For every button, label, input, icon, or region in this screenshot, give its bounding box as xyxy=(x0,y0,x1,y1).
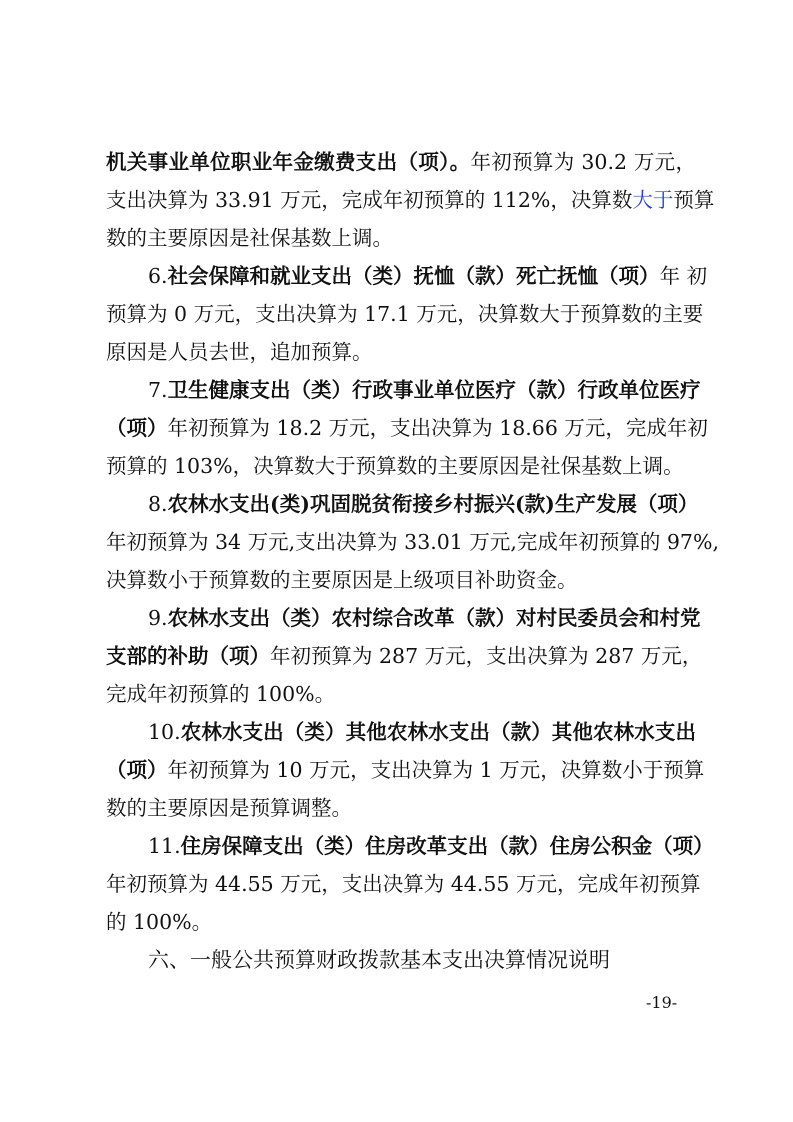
paragraph-7-line-3: 的 100%。 xyxy=(106,910,213,934)
item-title: （项） xyxy=(106,758,168,782)
item-number: 10. xyxy=(148,720,181,744)
item-text: 年初预算为 18.2 万元，支出决算为 18.66 万元，完成年初 xyxy=(167,416,708,440)
item-title: 机关事业单位职业年金缴费支出（项）。 xyxy=(106,150,471,174)
item-text: 年初预算为 287 万元，支出决算为 287 万元， xyxy=(270,644,703,668)
item-text: 支出决算为 33.91 万元，完成年初预算的 112%，决算数 xyxy=(106,188,633,212)
item-number: 7. xyxy=(148,378,168,402)
paragraph-1-line-1 xyxy=(106,144,696,180)
item-title: 农林水支出（类）其他农林水支出（款）其他农林水支出 xyxy=(180,720,696,744)
paragraph-4-line-2: 年初预算为 34 万元,支出决算为 33.01 万元,完成年初预算的 97%, xyxy=(106,530,719,554)
paragraph-6-line-2 xyxy=(106,752,705,788)
paragraph-2-line-3: 原因是人员去世，追加预算。 xyxy=(106,340,373,364)
paragraph-3-line-1 xyxy=(148,372,701,408)
item-number: 9. xyxy=(148,606,168,630)
paragraph-2-line-1 xyxy=(148,258,708,294)
highlighted-text: 大于 xyxy=(632,188,674,212)
paragraph-1-line-3: 数的主要原因是社保基数上调。 xyxy=(106,226,393,250)
item-title: 农林水支出（类）农村综合改革（款）对村民委员会和村党 xyxy=(167,606,701,630)
item-text: 预算 xyxy=(673,188,715,212)
item-title: 支部的补助（项） xyxy=(106,644,270,668)
item-text: 年初预算为 10 万元，支出决算为 1 万元，决算数小于预算 xyxy=(167,758,705,782)
item-number: 8. xyxy=(148,492,168,516)
paragraph-6-line-3: 数的主要原因是预算调整。 xyxy=(106,796,352,820)
item-text: 年 初 xyxy=(659,264,708,288)
page-number: -19- xyxy=(646,993,678,1012)
item-title: 住房保障支出（类）住房改革支出（款）住房公积金（项） xyxy=(180,834,714,858)
item-text: 年初预算为 30.2 万元， xyxy=(470,150,696,174)
paragraph-6-line-1 xyxy=(148,714,696,750)
item-title: （项） xyxy=(106,416,168,440)
paragraph-3-line-3: 预算的 103%，决算数大于预算数的主要原因是社保基数上调。 xyxy=(106,454,684,478)
paragraph-7-line-2: 年初预算为 44.55 万元，支出决算为 44.55 万元，完成年初预算 xyxy=(106,872,701,896)
item-title: 社会保障和就业支出（类）抚恤（款）死亡抚恤（项） xyxy=(167,264,660,288)
item-title: 卫生健康支出（类）行政事业单位医疗（款）行政单位医疗 xyxy=(167,378,701,402)
paragraph-7-line-1 xyxy=(148,828,714,864)
paragraph-4-line-3: 决算数小于预算数的主要原因是上级项目补助资金。 xyxy=(106,568,578,592)
paragraph-5-line-3: 完成年初预算的 100%。 xyxy=(106,682,336,706)
paragraph-2-line-2: 预算为 0 万元，支出决算为 17.1 万元，决算数大于预算数的主要 xyxy=(106,302,704,326)
paragraph-3-line-2 xyxy=(106,410,708,446)
item-title: 农林水支出(类)巩固脱贫衔接乡村振兴(款)生产发展（项） xyxy=(167,492,699,516)
item-number: 11. xyxy=(148,834,181,858)
paragraph-5-line-2 xyxy=(106,638,703,674)
paragraph-4-line-1 xyxy=(148,486,699,522)
item-number: 6. xyxy=(148,264,168,288)
paragraph-1-line-2 xyxy=(106,182,715,218)
paragraph-5-line-1 xyxy=(148,600,701,636)
section-heading: 六、一般公共预算财政拨款基本支出决算情况说明 xyxy=(148,948,610,972)
